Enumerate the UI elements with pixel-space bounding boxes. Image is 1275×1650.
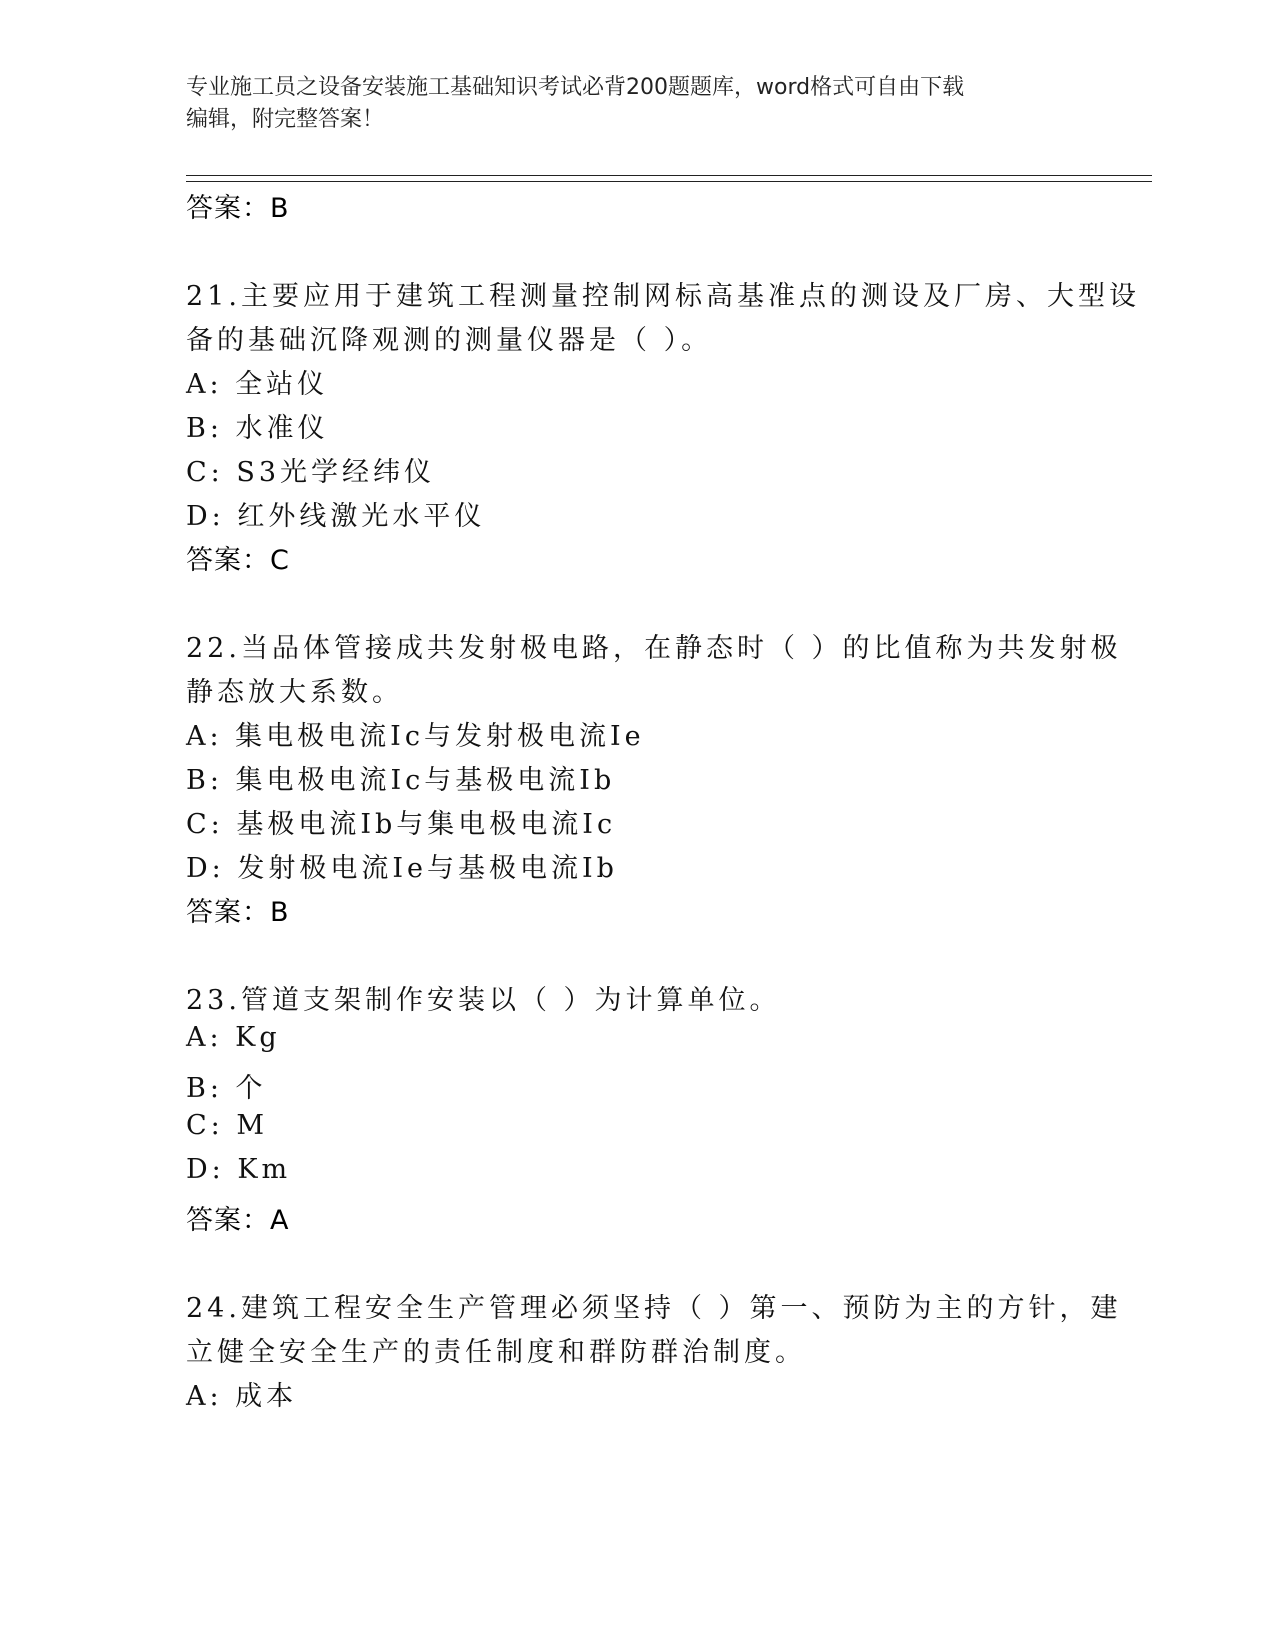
question-stem-line: 备的基础沉降观测的测量仪器是（ ）。 xyxy=(186,325,713,356)
question-stem-line: 静态放大系数。 xyxy=(186,677,403,708)
answer-line: 答案：A xyxy=(186,1205,290,1236)
option-a: A: Kg xyxy=(186,1022,281,1053)
option-b: B: 水准仪 xyxy=(186,413,329,444)
header-line-1: 专业施工员之设备安装施工基础知识考试必背200题题库，word格式可自由下载 xyxy=(186,75,965,100)
question-stem-line: 立健全安全生产的责任制度和群防群治制度。 xyxy=(186,1337,806,1368)
document-header xyxy=(186,72,1066,136)
option-d: D: 发射极电流Ie与基极电流Ib xyxy=(186,853,618,884)
option-c: C: 基极电流Ib与集电极电流Ic xyxy=(186,809,617,840)
option-c: C: S3光学经纬仪 xyxy=(186,457,436,488)
option-a: A: 全站仪 xyxy=(186,369,329,400)
answer-line: 答案：B xyxy=(186,897,290,928)
answer-line: 答案：B xyxy=(186,193,290,224)
option-d: D: 红外线激光水平仪 xyxy=(186,501,486,532)
header-divider-bottom xyxy=(186,181,1152,182)
option-b: B: 个 xyxy=(186,1073,267,1104)
question-stem-line: 21.主要应用于建筑工程测量控制网标高基准点的测设及厂房、大型设 xyxy=(186,281,1140,312)
option-d: D: Km xyxy=(186,1154,292,1185)
option-a: A: 集电极电流Ic与发射极电流Ie xyxy=(186,721,645,752)
option-b: B: 集电极电流Ic与基极电流Ib xyxy=(186,765,616,796)
header-divider-top xyxy=(186,175,1152,176)
question-stem-line: 24.建筑工程安全生产管理必须坚持（ ）第一、预防为主的方针，建 xyxy=(186,1293,1122,1324)
option-a: A: 成本 xyxy=(186,1381,298,1412)
question-stem-line: 23.管道支架制作安装以（ ）为计算单位。 xyxy=(186,985,781,1016)
header-line-2: 编辑，附完整答案！ xyxy=(186,107,385,132)
answer-line: 答案：C xyxy=(186,545,290,576)
option-c: C: M xyxy=(186,1110,268,1141)
question-stem-line: 22.当品体管接成共发射极电路，在静态时（ ）的比值称为共发射极 xyxy=(186,633,1122,664)
